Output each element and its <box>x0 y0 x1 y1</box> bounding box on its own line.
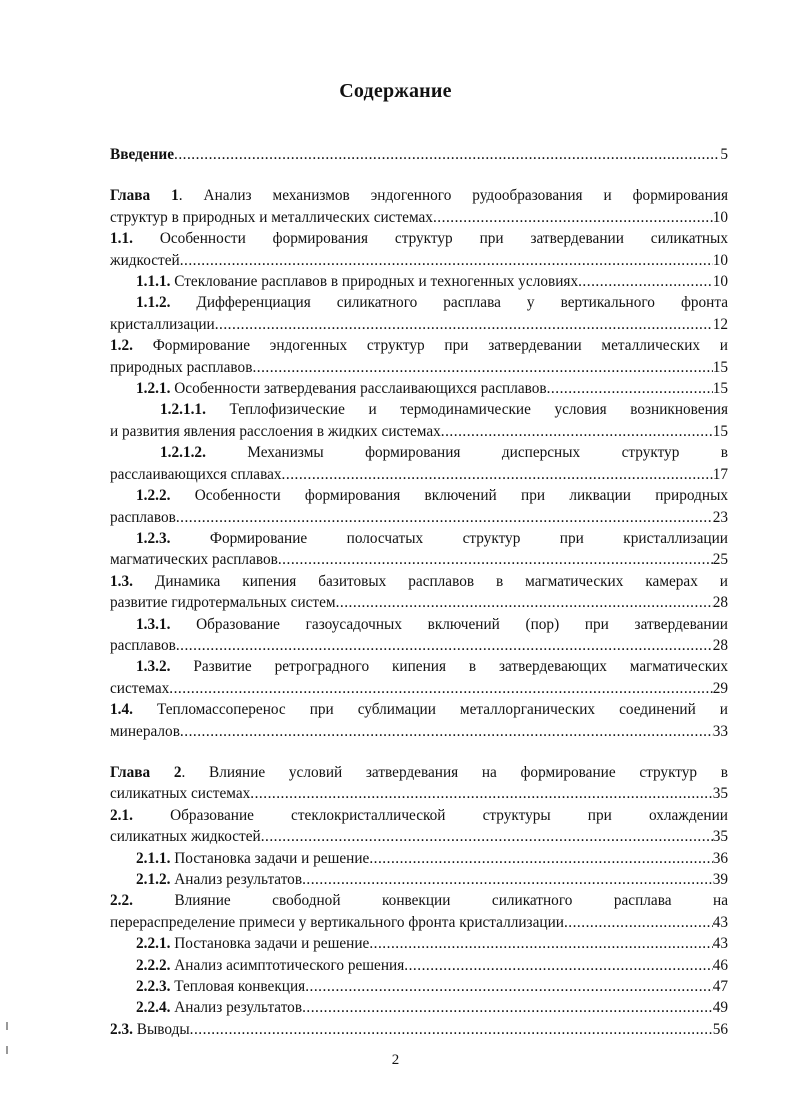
toc-entry-2-2-1[interactable] <box>110 933 728 954</box>
table-of-contents <box>110 144 728 1040</box>
toc-page-number: 43 <box>712 935 728 953</box>
toc-entry-number: 1.3. <box>110 572 133 590</box>
dot-leader <box>547 378 713 399</box>
toc-entry-number: 2.2.4. <box>136 999 171 1017</box>
toc-entry-number: 1.1.2. <box>136 294 171 312</box>
toc-page-number: 28 <box>712 594 728 612</box>
toc-entry-1-2-1-1[interactable] <box>110 399 728 442</box>
toc-entry-title: Постановка задачи и решение <box>170 935 370 953</box>
toc-entry-title: Особенности затвердевания расслаивающихся расплавов <box>170 380 547 398</box>
toc-entry-number: 1.2.2. <box>136 487 171 505</box>
toc-entry-number: 2.1.2. <box>136 871 171 888</box>
toc-entry-number: Глава 2 <box>110 763 182 781</box>
toc-page-number: 35 <box>712 828 728 846</box>
toc-entry-number: Глава 1 <box>110 187 179 205</box>
toc-entry-number: 1.2.3. <box>136 529 171 547</box>
toc-entry-2-2-2[interactable] <box>110 955 728 976</box>
toc-entry-title-line2: минералов <box>110 722 180 740</box>
toc-entry-title-line1: Формирование эндогенных структур при затвердевании металлических и <box>132 337 728 355</box>
toc-entry-title-line2: жидкостей <box>110 251 180 269</box>
toc-entry-2-1[interactable] <box>110 805 728 848</box>
toc-page-number: 10 <box>712 273 728 291</box>
toc-entry-1-2-1-2[interactable] <box>110 442 728 485</box>
toc-page-number: 39 <box>712 871 728 888</box>
dot-leader <box>302 869 713 890</box>
toc-entry-1-2[interactable] <box>110 335 728 378</box>
dot-leader <box>305 976 713 997</box>
page-number: 2 <box>391 1052 400 1068</box>
toc-entry-number: 2.2.1. <box>136 935 171 953</box>
toc-entry-title-line2: расплавов <box>110 636 176 654</box>
toc-entry-2-1-1[interactable] <box>110 848 728 869</box>
toc-page-number: 29 <box>712 679 728 697</box>
dot-leader <box>180 250 713 271</box>
dot-leader <box>278 549 713 570</box>
toc-entry-1-3-2[interactable] <box>110 656 728 699</box>
toc-entry-title: Анализ результатов <box>170 871 303 888</box>
toc-page-number: 17 <box>712 465 728 483</box>
toc-entry-label: Введение <box>110 146 174 163</box>
dot-leader <box>176 635 713 656</box>
dot-leader <box>176 507 713 528</box>
dot-leader <box>369 933 712 954</box>
toc-entry-title: Анализ асимптотического решения <box>170 956 405 974</box>
toc-page-number: 35 <box>712 785 728 803</box>
toc-entry-title: Постановка задачи и решение <box>170 849 370 867</box>
toc-entry-number: 2.1.1. <box>136 849 171 867</box>
toc-entry-intro[interactable] <box>110 144 728 165</box>
toc-entry-title-line2: перераспределение примеси у вертикального фронта кристаллизации <box>110 913 564 931</box>
toc-entry-1-3-1[interactable] <box>110 614 728 657</box>
dot-leader <box>174 144 720 165</box>
toc-entry-number: 2.3. <box>110 1020 133 1038</box>
toc-page-number: 15 <box>712 358 728 376</box>
dot-leader <box>261 826 713 847</box>
toc-entry-title-line2: силикатных системах <box>110 785 251 803</box>
toc-entry-title-line2: и развития явления расслоения в жидких системах <box>110 422 441 440</box>
toc-entry-1-3[interactable] <box>110 571 728 614</box>
toc-entry-title-line2: расплавов <box>110 508 176 526</box>
toc-entry-title-line1: . Анализ механизмов эндогенного рудообразования и формирования <box>178 187 729 205</box>
toc-page-number: 49 <box>712 999 728 1017</box>
toc-page-number: 10 <box>712 251 728 269</box>
toc-entry-title-line1: Дифференциация силикатного расплава у вертикального фронта <box>170 294 728 312</box>
dot-leader <box>169 678 712 699</box>
toc-page-number: 12 <box>712 315 728 333</box>
toc-entry-1-4[interactable] <box>110 699 728 742</box>
toc-entry-number: 1.2. <box>110 337 133 355</box>
toc-page-number: 15 <box>712 422 728 440</box>
toc-page-number: 5 <box>720 146 728 163</box>
toc-page-number: 43 <box>712 913 728 931</box>
dot-leader <box>336 592 713 613</box>
toc-entry-title: Стеклование расплавов в природных и техногенных условиях <box>170 273 579 291</box>
toc-entry-number: 2.2.3. <box>136 978 171 996</box>
dot-leader <box>564 912 713 933</box>
toc-page-number: 28 <box>712 636 728 654</box>
toc-entry-title-line2: кристаллизации <box>110 315 215 333</box>
toc-entry-title-line1: Механизмы формирования дисперсных структур в <box>205 444 728 462</box>
toc-entry-title-line1: Теплофизические и термодинамические условия возникновения <box>205 401 728 419</box>
toc-entry-title-line1: Особенности формирования структур при затвердевании силикатных <box>132 230 728 248</box>
toc-entry-number: 2.1. <box>110 806 133 824</box>
toc-page-number: 23 <box>712 508 728 526</box>
toc-entry-title-line1: Образование газоусадочных включений (пор) при затвердевании <box>170 615 728 633</box>
toc-entry-number: 1.3.2. <box>136 658 171 676</box>
dot-leader <box>404 955 712 976</box>
toc-entry-title-line1: . Влияние условий затвердевания на формирование структур в <box>181 763 728 781</box>
dot-leader <box>215 314 713 335</box>
toc-entry-number: 1.2.1. <box>136 380 171 398</box>
toc-entry-title-line1: Образование стеклокристаллической структуры при охлаждении <box>132 806 728 824</box>
toc-entry-2-2[interactable] <box>110 890 728 933</box>
toc-entry-chapter-2[interactable] <box>110 762 728 805</box>
toc-entry-title-line1: Особенности формирования включений при ликвации природных <box>170 487 728 505</box>
toc-page-number: 47 <box>712 978 728 996</box>
toc-page-number: 33 <box>712 722 728 740</box>
toc-entry-1-2-2[interactable] <box>110 485 728 528</box>
toc-entry-number: 1.1. <box>110 230 133 248</box>
dot-leader <box>433 207 713 228</box>
dot-leader <box>441 421 713 442</box>
toc-page-number: 15 <box>712 380 728 398</box>
toc-entry-title-line2: природных расплавов <box>110 358 253 376</box>
toc-entry-number: 2.2.2. <box>136 956 171 974</box>
toc-entry-title: Выводы <box>132 1020 190 1038</box>
toc-page-number: 46 <box>712 956 728 974</box>
toc-entry-number: 1.2.1.2. <box>160 444 206 462</box>
toc-page-number: 56 <box>712 1020 728 1038</box>
toc-entry-1-1-2[interactable] <box>110 292 728 335</box>
dot-leader <box>252 357 712 378</box>
scan-margin-mark <box>6 1022 8 1030</box>
dot-leader <box>250 783 712 804</box>
dot-leader <box>180 721 713 742</box>
toc-entry-title-line2: магматических расплавов <box>110 551 278 569</box>
toc-page-number: 25 <box>712 551 728 569</box>
dot-leader <box>190 1019 713 1040</box>
toc-entry-2-2-4[interactable] <box>110 997 728 1018</box>
toc-entry-title-line2: системах <box>110 679 170 697</box>
toc-entry-title-line1: Динамика кипения базитовых расплавов в магматических камерах и <box>132 572 728 590</box>
toc-entry-title-line2: развитие гидротермальных систем <box>110 594 336 612</box>
toc-entry-title-line2: структур в природных и металлических системах <box>110 208 433 226</box>
toc-entry-title: Тепловая конвекция <box>170 978 306 996</box>
toc-entry-2-2-3[interactable] <box>110 976 728 997</box>
toc-page-number: 10 <box>712 208 728 226</box>
toc-page-number: 36 <box>712 849 728 867</box>
toc-entry-1-1[interactable] <box>110 228 728 271</box>
toc-entry-title-line2: расслаивающихся сплавах <box>110 465 282 483</box>
dot-leader <box>578 271 713 292</box>
dot-leader <box>302 997 713 1018</box>
dot-leader <box>282 464 713 485</box>
toc-entry-chapter-1[interactable] <box>110 185 728 228</box>
toc-entry-title-line1: Развитие ретроградного кипения в затвердевающих магматических <box>170 658 728 676</box>
toc-entry-number: 1.2.1.1. <box>160 401 206 419</box>
toc-entry-2-3[interactable] <box>110 1019 728 1040</box>
page-title: Содержание <box>339 80 452 102</box>
toc-entry-2-1-2[interactable] <box>110 869 728 890</box>
dot-leader <box>369 848 712 869</box>
toc-entry-title-line1: Влияние свободной конвекции силикатного расплава на <box>132 892 728 910</box>
toc-entry-number: 2.2. <box>110 892 133 910</box>
toc-entry-title: Анализ результатов <box>170 999 303 1017</box>
toc-entry-1-1-1[interactable] <box>110 271 728 292</box>
toc-entry-title-line2: силикатных жидкостей <box>110 828 261 846</box>
toc-entry-number: 1.4. <box>110 701 133 719</box>
toc-entry-title-line1: Тепломассоперенос при сублимации металлорганических соединений и <box>132 701 728 719</box>
toc-entry-1-2-3[interactable] <box>110 528 728 571</box>
toc-entry-1-2-1[interactable] <box>110 378 728 399</box>
toc-entry-number: 1.3.1. <box>136 615 171 633</box>
toc-entry-number: 1.1.1. <box>136 273 171 291</box>
toc-entry-title-line1: Формирование полосчатых структур при кристаллизации <box>170 529 728 547</box>
